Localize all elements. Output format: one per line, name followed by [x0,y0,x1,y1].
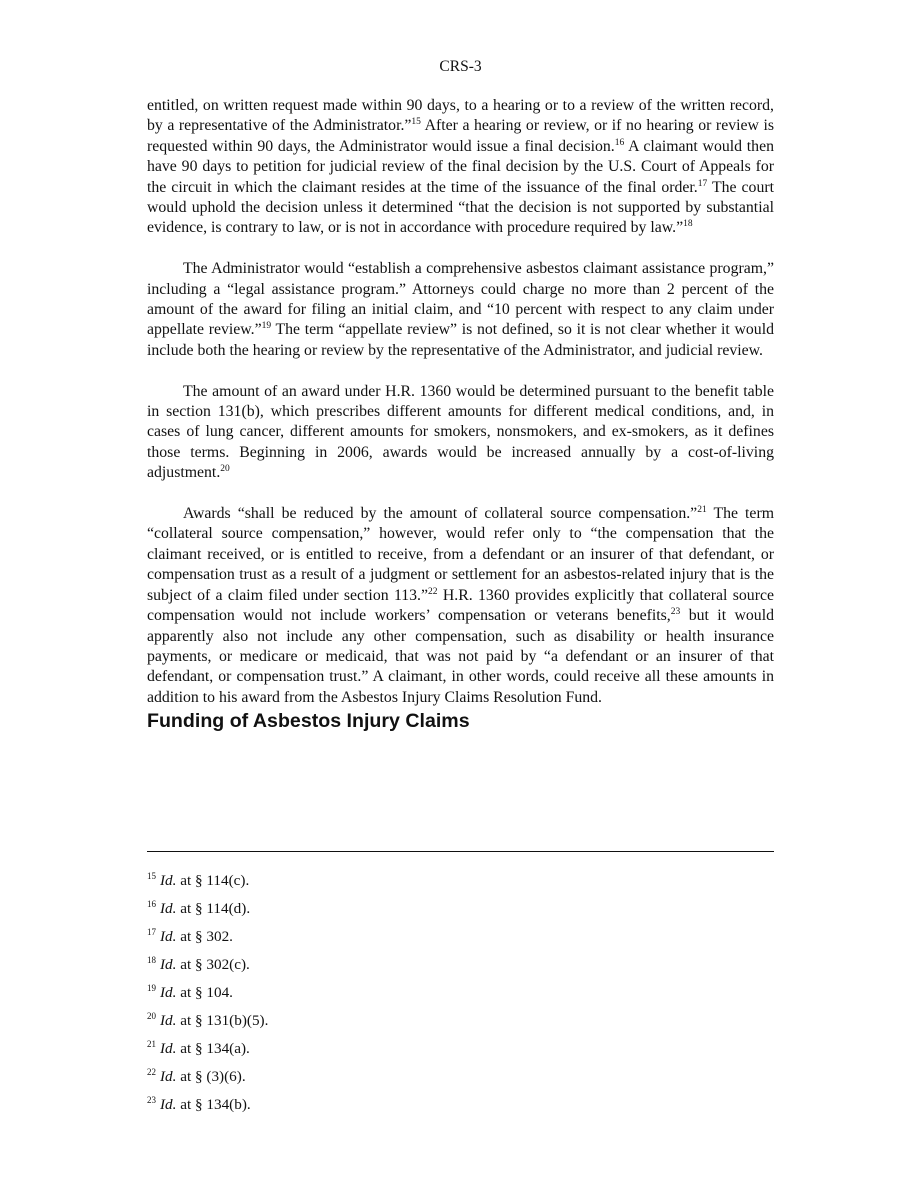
paragraph-collateral-source [147,504,774,708]
footnotes [147,871,774,1123]
paragraph-text: but it would apparently also not include any other compensation, such as disability or health insurance payments, or medicare or medicaid, that was not paid by “a defendant or an insurer of that defendant, or compensation trust.” A claimant, in other words, could receive all these amounts in addition to his award from the Asbestos Injury Claims Resolution Fund. [147,607,774,706]
paragraph-text: The term “collateral source compensation,” however, would refer only to “the compensation that the claimant received, or is entitled to receive, from a defendant or an insurer of that defendant, or compensation trust as a result of a judgment or settlement for an asbestos-related injury that is the subject of a claim filed under section 113.” [147,505,774,604]
footnote-id: Id. [160,928,177,945]
footnote-reference: at § 134(a). [176,1040,250,1057]
footnote [147,1011,774,1039]
footnote [147,871,774,899]
footnote [147,927,774,955]
footnote [147,899,774,927]
footnote-reference: at § 134(b). [176,1096,251,1113]
paragraph-text: entitled, on written request made within 90 days, to a hearing or to a review of the written record, by a representative of the Administrator.” [147,97,774,135]
footnote [147,1067,774,1095]
footnote-ref-marker: 17 [697,178,708,189]
footnote-number: 18 [147,955,156,965]
paragraph-text: After a hearing or review, or if no hearing or review is requested within 90 days, the Administrator would issue a final decision. [147,117,774,155]
footnote [147,955,774,983]
footnote-reference: at § 131(b)(5). [176,1012,269,1029]
paragraph-text: The Administrator would “establish a comprehensive asbestos claimant assistance program,” including a “legal assistance program.” Attorneys could charge no more than 2 percent of the amount of the award for filing an initial claim, and “10 percent with respect to any claim under appellate review.” [147,260,774,339]
footnote-number: 20 [147,1011,156,1021]
footnote-ref-marker: 21 [697,505,707,516]
footnote-id: Id. [160,1012,177,1029]
footnote [147,1095,774,1123]
footnote-number: 15 [147,871,156,881]
footnote-ref-marker: 19 [261,321,272,332]
paragraph-award-amount [147,382,774,484]
paragraph-text: H.R. 1360 provides explicitly that collateral source compensation would not include workers’ compensation or veterans benefits, [147,586,774,625]
footnote-number: 22 [147,1067,156,1077]
footnote [147,983,774,1011]
section-heading: Funding of Asbestos Injury Claims [147,710,470,733]
footnote-id: Id. [160,1068,177,1085]
footnote-number: 17 [147,927,156,937]
footnote-ref-marker: 23 [670,607,681,618]
footnote-number: 19 [147,983,156,993]
page-header: CRS-3 [439,58,482,75]
footnote-number: 23 [147,1095,156,1105]
footnote-reference: at § 114(c). [176,872,250,889]
document-body [147,96,774,733]
paragraph-text: The court would uphold the decision unless it determined “that the decision is not supported by substantial evidence, is contrary to law, or is not in accordance with procedure required by law.” [147,178,774,237]
footnote-ref-marker: 16 [614,137,625,148]
footnote-id: Id. [160,984,177,1001]
footnote-id: Id. [160,872,177,889]
footnote-reference: at § 302. [176,928,233,945]
footnote-reference: at § (3)(6). [176,1068,246,1085]
footnote-id: Id. [160,1040,177,1057]
footnote-reference: at § 104. [176,984,233,1001]
paragraph-text: Awards “shall be reduced by the amount of collateral source compensation.” [183,505,698,523]
footnote-id: Id. [160,1096,177,1113]
paragraph-text: The term “appellate review” is not defined, so it is not clear whether it would include both the hearing or review by the representative of the Administrator, and judicial review. [147,321,774,359]
footnote-separator [147,851,774,852]
footnote-number: 16 [147,899,156,909]
footnote-id: Id. [160,956,177,973]
footnote-reference: at § 302(c). [176,956,250,973]
footnote-reference: at § 114(d). [176,900,251,917]
footnote [147,1039,774,1067]
paragraph-hearing-review [147,96,774,239]
footnote-ref-marker: 20 [220,464,230,475]
paragraph-text: The amount of an award under H.R. 1360 would be determined pursuant to the benefit table in section 131(b), which prescribes different amounts for different medical conditions, and, in cases of lung cancer, different amounts for smokers, nonsmokers, and ex-smokers, as it defines those terms. Beginning in 2006, awards would be increased annually by a cost-of-living adjustment. [147,382,774,482]
footnote-ref-marker: 18 [683,219,693,230]
footnote-number: 21 [147,1039,156,1049]
footnote-ref-marker: 15 [411,117,421,128]
footnote-id: Id. [160,900,177,917]
footnote-ref-marker: 22 [428,586,438,597]
paragraph-text: A claimant would then have 90 days to petition for judicial review of the final decision by the U.S. Court of Appeals for the circuit in which the claimant resides at the time of the issuance of the final order. [147,137,774,196]
paragraph-claimant-assistance [147,259,774,361]
